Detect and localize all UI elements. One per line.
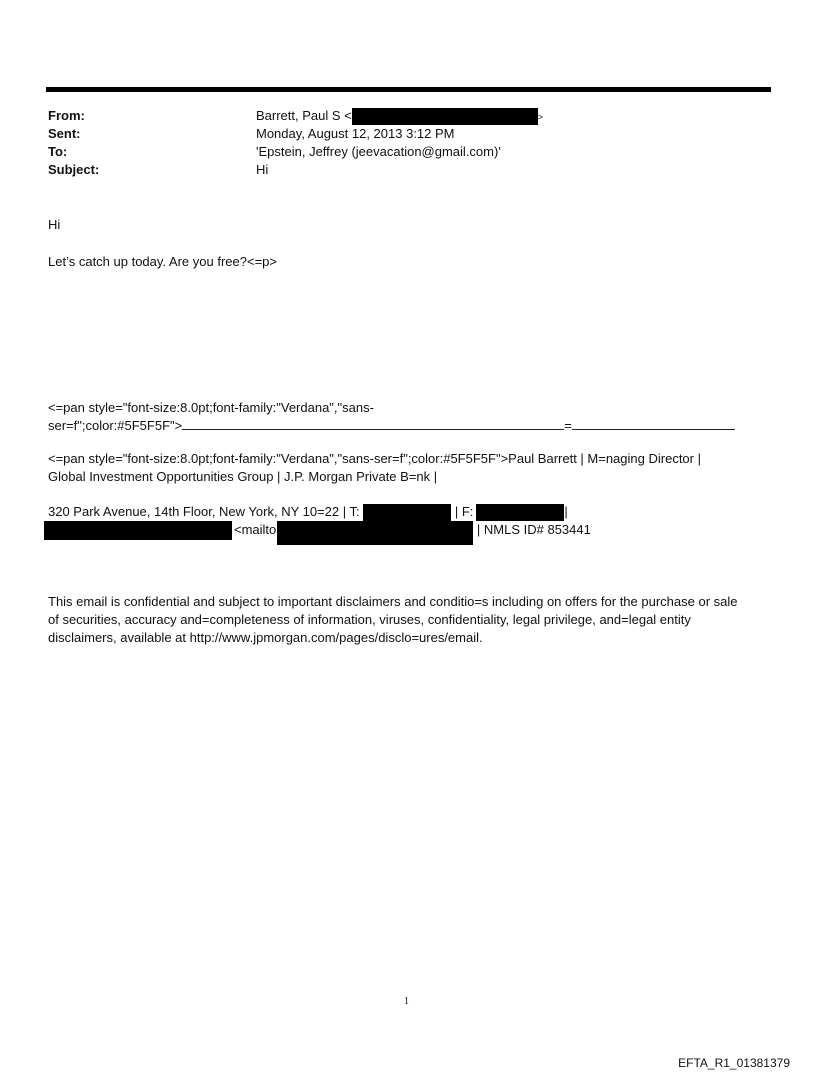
to-row bbox=[48, 143, 543, 161]
fax-label: | F: bbox=[454, 504, 474, 519]
to-label: To: bbox=[48, 144, 68, 159]
sent-value: Monday, August 12, 2013 3:12 PM bbox=[256, 126, 455, 141]
sent-row bbox=[48, 125, 543, 143]
subject-row bbox=[48, 161, 543, 179]
redaction-fax bbox=[476, 504, 564, 521]
span-code-line2-text: ser=f";color:#5F5F5F"> bbox=[48, 418, 183, 433]
from-name: Barrett, Paul S < bbox=[256, 108, 352, 123]
address-line bbox=[48, 503, 568, 521]
span-code-line2 bbox=[48, 417, 735, 435]
disclaimer-line1: This email is confidential and subject to important disclaimers and conditio=s including on offers for the purchase or sale bbox=[48, 594, 738, 609]
disclaimer-line3: disclaimers, available at http://www.jpmorgan.com/pages/disclo=ures/email. bbox=[48, 630, 483, 645]
subject-value: Hi bbox=[256, 162, 269, 177]
redaction-from-email bbox=[352, 108, 538, 125]
span-separator: = bbox=[564, 418, 572, 433]
page-number: 1 bbox=[404, 996, 409, 1007]
greeting: Hi bbox=[48, 217, 61, 232]
address-text: 320 Park Avenue, 14th Floor, New York, NY 10=22 | T: bbox=[48, 504, 360, 519]
header-rule bbox=[46, 87, 771, 92]
fax-end: | bbox=[564, 504, 568, 519]
message: Let’s catch up today. Are you free?<=p> bbox=[48, 254, 277, 269]
mailto-text: <mailto bbox=[234, 522, 277, 537]
signature-line1: <=pan style="font-size:8.0pt;font-family:"Verdana","sans-ser=f";color:#5F5F5F">Paul Barrett | M=naging Director | bbox=[48, 451, 701, 466]
subject-label: Subject: bbox=[48, 162, 100, 177]
mailto-line bbox=[234, 521, 591, 545]
underline-1 bbox=[182, 418, 564, 430]
signature-line2: Global Investment Opportunities Group | J.P. Morgan Private B=nk | bbox=[48, 469, 438, 484]
email-header bbox=[48, 107, 543, 179]
sent-label: Sent: bbox=[48, 126, 81, 141]
to-value: 'Epstein, Jeffrey (jeevacation@gmail.com)' bbox=[256, 144, 501, 159]
redaction-signature-name bbox=[44, 521, 232, 540]
redaction-phone bbox=[363, 504, 451, 521]
bates-number: EFTA_R1_01381379 bbox=[678, 1056, 790, 1070]
nmls-id: | NMLS ID# 853441 bbox=[476, 522, 591, 537]
from-value bbox=[256, 107, 543, 125]
disclaimer-line2: of securities, accuracy and=completeness of information, viruses, confidentiality, legal privilege, and=legal entity bbox=[48, 612, 691, 627]
redaction-mailto bbox=[277, 521, 473, 545]
from-label: From: bbox=[48, 108, 85, 123]
from-close: > bbox=[537, 112, 544, 122]
from-row bbox=[48, 107, 543, 125]
span-code-line1: <=pan style="font-size:8.0pt;font-family:"Verdana","sans- bbox=[48, 400, 374, 415]
underline-2 bbox=[572, 418, 735, 430]
